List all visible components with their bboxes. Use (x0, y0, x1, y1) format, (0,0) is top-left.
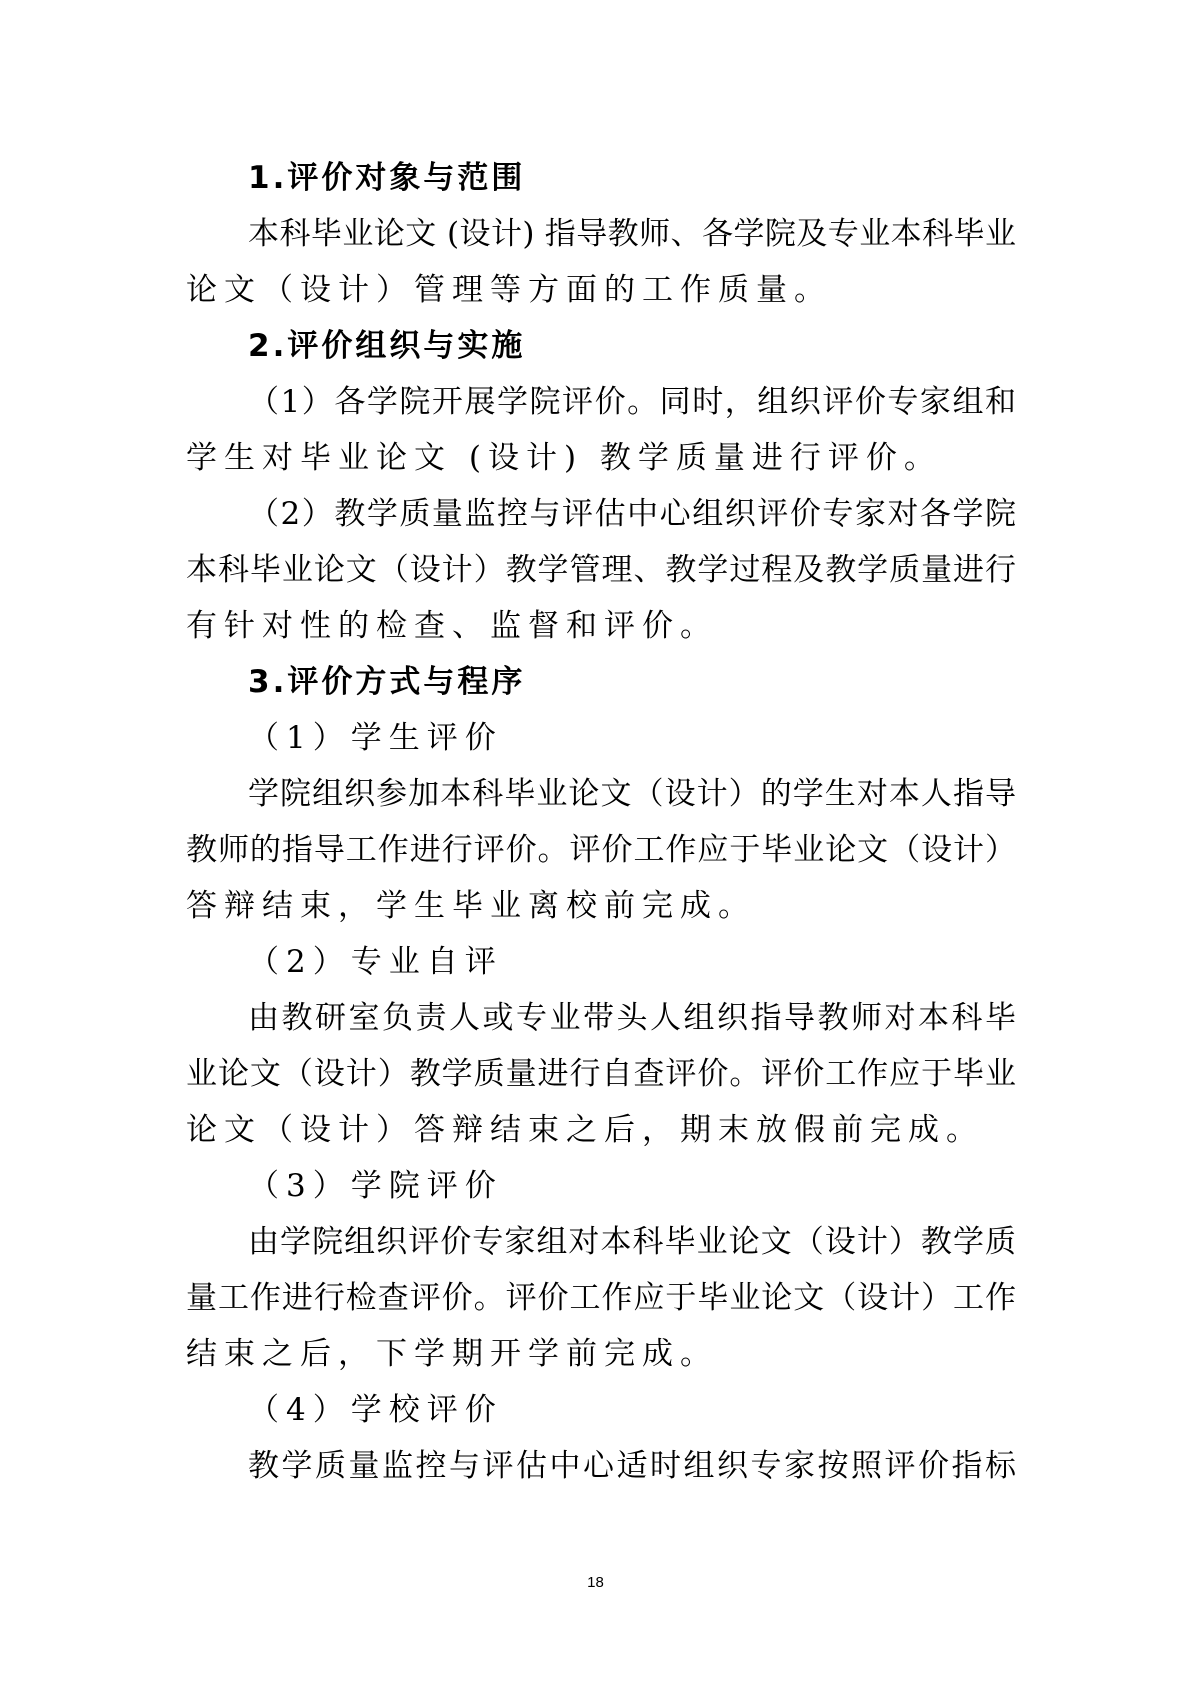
subheading-school-evaluation: （4）学校评价 (248, 1392, 503, 1428)
paragraph-line: 本科毕业论文 (设计) 指导教师、各学院及专业本科毕业 (248, 216, 1016, 252)
paragraph-line: 有针对性的检查、监督和评价。 (186, 608, 718, 644)
paragraph-line: 论文（设计）管理等方面的工作质量。 (186, 272, 832, 308)
section-heading-2: 2.评价组织与实施 (248, 328, 526, 364)
document-body (186, 150, 1016, 1494)
paragraph-line: 业论文（设计）教学质量进行自查评价。评价工作应于毕业 (186, 1056, 1016, 1092)
paragraph-line: （1）各学院开展学院评价。同时，组织评价专家组和 (248, 384, 1016, 420)
subheading-college-evaluation: （3）学院评价 (248, 1168, 503, 1204)
subheading-major-self-evaluation: （2）专业自评 (248, 944, 503, 980)
page-number: 18 (587, 1574, 604, 1591)
paragraph-line: 由学院组织评价专家组对本科毕业论文（设计）教学质 (248, 1224, 1016, 1260)
paragraph-line: 量工作进行检查评价。评价工作应于毕业论文（设计）工作 (186, 1280, 1016, 1316)
paragraph-line: 答辩结束，学生毕业离校前完成。 (186, 888, 756, 924)
paragraph-line: （2）教学质量监控与评估中心组织评价专家对各学院 (248, 496, 1016, 532)
section-heading-3: 3.评价方式与程序 (248, 664, 526, 700)
paragraph-line: 教师的指导工作进行评价。评价工作应于毕业论文（设计） (186, 832, 1016, 868)
paragraph-line: 本科毕业论文（设计）教学管理、教学过程及教学质量进行 (186, 552, 1016, 588)
subheading-student-evaluation: （1）学生评价 (248, 720, 503, 756)
paragraph-line: 结束之后，下学期开学前完成。 (186, 1336, 718, 1372)
paragraph-line: 学生对毕业论文 (设计) 教学质量进行评价。 (186, 440, 942, 476)
paragraph-line: 教学质量监控与评估中心适时组织专家按照评价指标 (248, 1448, 1016, 1484)
paragraph-line: 论文（设计）答辩结束之后，期末放假前完成。 (186, 1112, 984, 1148)
paragraph-line: 学院组织参加本科毕业论文（设计）的学生对本人指导 (248, 776, 1016, 812)
section-heading-1: 1.评价对象与范围 (248, 160, 526, 196)
paragraph-line: 由教研室负责人或专业带头人组织指导教师对本科毕 (248, 1000, 1016, 1036)
